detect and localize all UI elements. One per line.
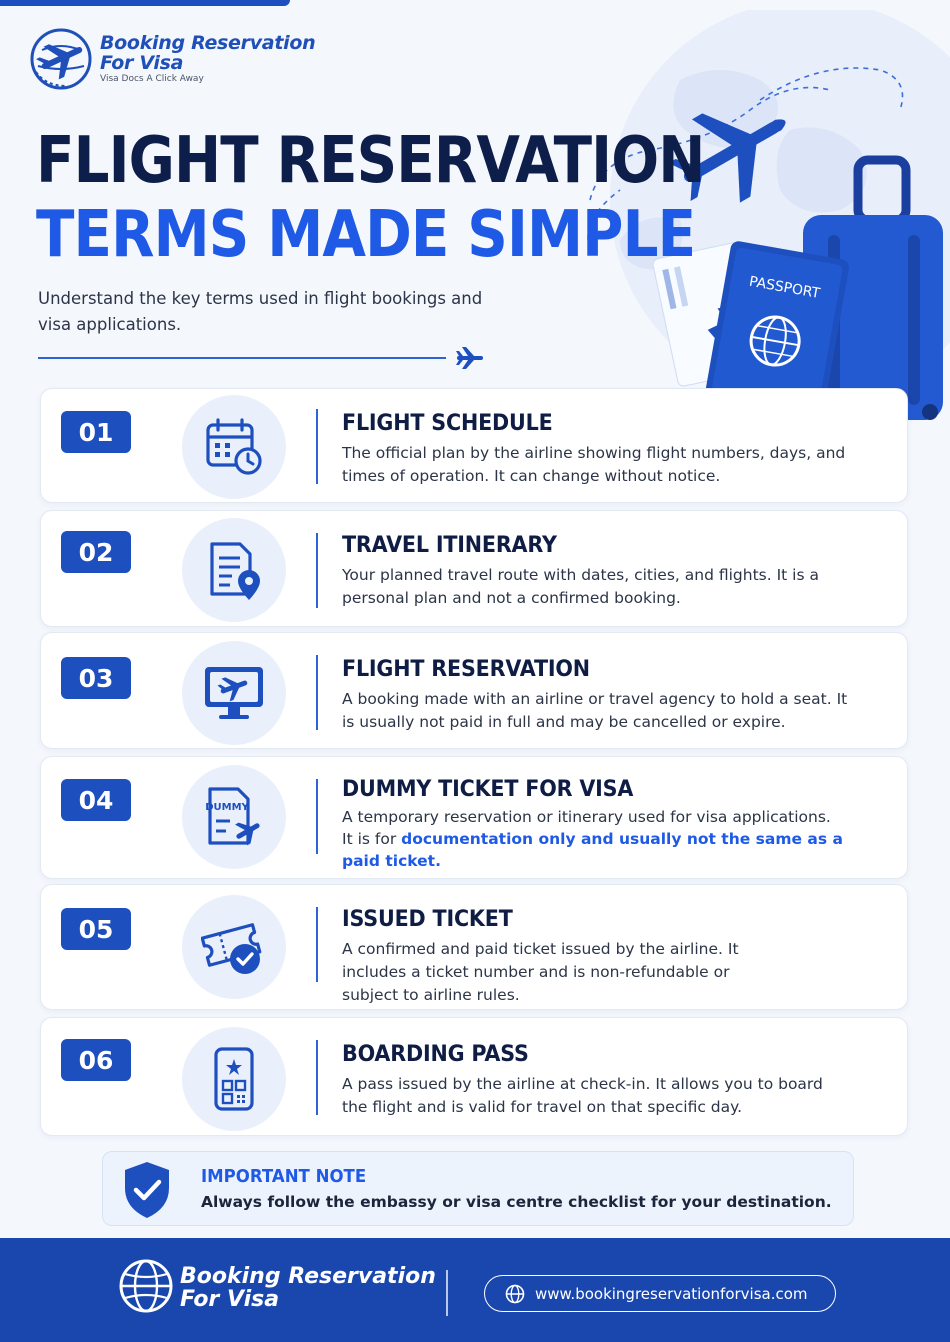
term-number-badge: 03 [61, 657, 131, 699]
important-note [102, 1151, 854, 1226]
term-number-badge: 02 [61, 531, 131, 573]
logo-name-line2: For Visa [100, 52, 184, 74]
footer-brand-line1: Booking Reservation [180, 1264, 436, 1289]
calendar-clock-icon [202, 415, 266, 479]
top-accent-strip [0, 0, 290, 6]
page-subtitle: Understand the key terms used in flight bookings and visa applications. [38, 289, 483, 334]
card-divider [316, 779, 318, 854]
term-description-highlight: documentation only and usually not the same as a paid ticket. [342, 830, 843, 870]
term-card-issued-ticket [40, 884, 908, 1010]
note-title: IMPORTANT NOTE [201, 1166, 367, 1187]
term-card-flight-schedule [40, 388, 908, 503]
term-title: BOARDING PASS [342, 1042, 529, 1067]
mobile-boarding-pass-icon [202, 1047, 266, 1111]
term-description: Your planned travel route with dates, cities, and flights. It is a personal plan and not a confirmed booking. [342, 566, 819, 607]
term-number-badge: 01 [61, 411, 131, 453]
page-title-line2: TERMS MADE SIMPLE [36, 198, 696, 272]
globe-plane-logo-icon [28, 26, 94, 92]
term-card-travel-itinerary [40, 510, 908, 627]
term-description: The official plan by the airline showing flight numbers, days, and times of operation. It can change without notice. [342, 444, 846, 485]
globe-logo-icon [118, 1258, 174, 1314]
document-location-icon [202, 538, 266, 602]
website-url: www.bookingreservationforvisa.com [535, 1284, 808, 1303]
term-card-flight-reservation [40, 632, 908, 749]
term-icon-circle [182, 641, 286, 745]
term-icon-circle [182, 395, 286, 499]
airplane-icon [455, 345, 485, 371]
shield-check-icon [121, 1160, 173, 1220]
term-icon-circle [182, 1027, 286, 1131]
passport-label: PASSPORT [747, 273, 822, 302]
brand-logo[interactable] [28, 26, 315, 92]
footer-divider [446, 1270, 448, 1316]
page-title-line1: FLIGHT RESERVATION [36, 124, 705, 198]
monitor-airplane-icon [201, 661, 267, 725]
card-divider [316, 533, 318, 608]
card-divider [316, 907, 318, 982]
term-number-badge: 06 [61, 1039, 131, 1081]
term-icon-circle [182, 518, 286, 622]
globe-icon [505, 1284, 525, 1304]
term-number-badge: 04 [61, 779, 131, 821]
card-divider [316, 409, 318, 484]
note-text: Always follow the embassy or visa centre checklist for your destination. [201, 1193, 832, 1211]
term-description [342, 806, 862, 872]
card-divider [316, 1040, 318, 1115]
term-card-boarding-pass [40, 1017, 908, 1136]
footer-brand-line2: For Visa [180, 1287, 280, 1312]
dummy-icon-label: DUMMY [205, 802, 249, 813]
footer-brand [180, 1266, 436, 1311]
footer [0, 1238, 950, 1342]
term-title: ISSUED TICKET [342, 907, 513, 932]
card-divider [316, 655, 318, 730]
term-icon-circle [182, 895, 286, 999]
subtitle-divider [38, 357, 446, 359]
term-number-badge: 05 [61, 908, 131, 950]
logo-tagline: Visa Docs A Click Away [100, 74, 204, 84]
term-title: DUMMY TICKET FOR VISA [342, 777, 634, 802]
term-title: FLIGHT RESERVATION [342, 657, 590, 682]
term-description: A booking made with an airline or travel agency to hold a seat. It is usually not paid in full and may be cancelled or expire. [342, 690, 848, 731]
term-description-prefix: It is for [342, 830, 402, 848]
term-description: A pass issued by the airline at check-in. It allows you to board the flight and is valid for travel on that specific day. [342, 1075, 823, 1116]
term-description-text: A temporary reservation or itinerary used for visa applications. [342, 808, 831, 826]
term-icon-circle [182, 765, 286, 869]
term-description: A confirmed and paid ticket issued by the airline. It includes a ticket number and is non-refundable or subject to airline rules. [342, 940, 739, 1004]
term-title: FLIGHT SCHEDULE [342, 411, 553, 436]
logo-name-line1: Booking Reservation [100, 32, 316, 54]
term-card-dummy-ticket [40, 756, 908, 879]
term-title: TRAVEL ITINERARY [342, 533, 557, 558]
website-link[interactable] [484, 1275, 836, 1312]
ticket-check-icon [201, 915, 267, 979]
dummy-ticket-icon [202, 785, 266, 849]
